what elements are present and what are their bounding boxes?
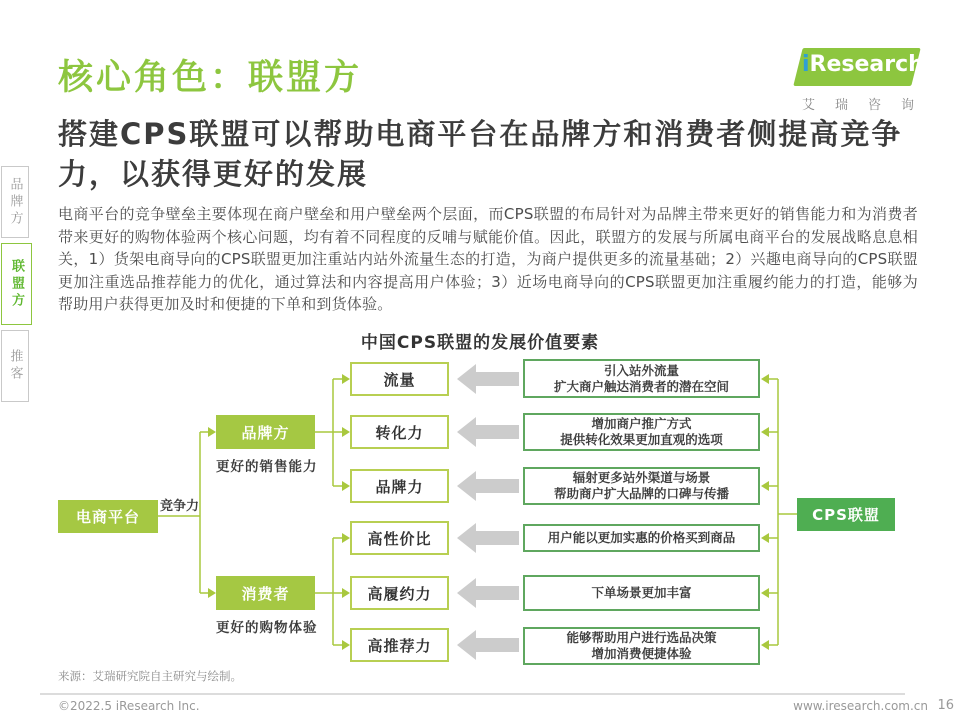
website-url: www.iresearch.com.cn [793, 699, 928, 713]
node-consumer: 消费者 [216, 576, 315, 610]
logo-chinese-name: 艾 瑞 咨 询 [802, 98, 914, 113]
factor-conversion: 转化力 [350, 415, 449, 449]
desc-cost-effective: 用户能以更加实惠的价格买到商品 [523, 524, 760, 552]
label-competitiveness: 竞争力 [160, 499, 200, 514]
desc-recommendation: 能够帮助用户进行选品决策 增加消费便捷体验 [523, 627, 760, 665]
node-cps-alliance: CPS联盟 [797, 498, 895, 531]
caption-sales-ability: 更好的销售能力 [216, 459, 318, 475]
logo-wordmark [802, 52, 924, 77]
factor-recommendation: 高推荐力 [350, 628, 449, 662]
page-number: 16 [937, 698, 954, 713]
factor-fulfillment: 高履约力 [350, 576, 449, 610]
logo-i: i [802, 52, 810, 77]
node-ecommerce-platform: 电商平台 [58, 500, 158, 533]
page-title: 核心角色：联盟方 [58, 58, 363, 98]
source-note: 来源：艾瑞研究院自主研究与绘制。 [58, 669, 242, 683]
caption-shopping-experience: 更好的购物体验 [216, 620, 318, 636]
desc-traffic: 引入站外流量 扩大商户触达消费者的潜在空间 [523, 359, 760, 398]
tab-alliance[interactable]: 联盟方 [1, 243, 32, 325]
factor-cost-effective: 高性价比 [350, 521, 449, 555]
page-subtitle: 搭建CPS联盟可以帮助电商平台在品牌方和消费者侧提高竞争力，以获得更好的发展 [58, 117, 903, 191]
tab-brand[interactable]: 品牌方 [1, 166, 29, 238]
iresearch-logo [798, 48, 924, 113]
diagram-title: 中国CPS联盟的发展价值要素 [360, 333, 600, 353]
desc-brand-power: 辐射更多站外渠道与场景 帮助商户扩大品牌的口碑与传播 [523, 467, 760, 505]
footer-divider [40, 693, 905, 695]
copyright-text: ©2022.5 iResearch Inc. [58, 699, 200, 713]
node-brand-side: 品牌方 [216, 415, 315, 449]
cps-value-diagram [0, 350, 960, 672]
tab-promoter[interactable]: 推客 [1, 330, 29, 402]
desc-conversion: 增加商户推广方式 提供转化效果更加直观的选项 [523, 413, 760, 451]
logo-research: Research [809, 52, 924, 77]
desc-fulfillment: 下单场景更加丰富 [523, 575, 760, 611]
factor-traffic: 流量 [350, 362, 449, 396]
factor-brand-power: 品牌力 [350, 469, 449, 503]
block-arrow-icons [457, 364, 519, 660]
body-paragraph: 电商平台的竞争壁垒主要体现在商户壁垒和用户壁垒两个层面，而CPS联盟的布局针对为品牌主带来更好的销售能力和为消费者带来更好的购物体验两个核心问题，均有着不同程度的反哺与赋能价值。因此，联盟方的发展与所属电商平台的发展战略息息相关，1）货架电商导向的CPS联盟更加注重站内站外流量生态的打造，为商户提供更多的流量基础；2）兴趣电商导向的CPS联盟更加注重选品推荐能力的优化，通过算法和内容提高用户体验；3）近场电商导向的CPS联盟更加注重履约能力的打造，能够为帮助用户获得更加及时和便捷的下单和到货体验。 [58, 205, 918, 313]
